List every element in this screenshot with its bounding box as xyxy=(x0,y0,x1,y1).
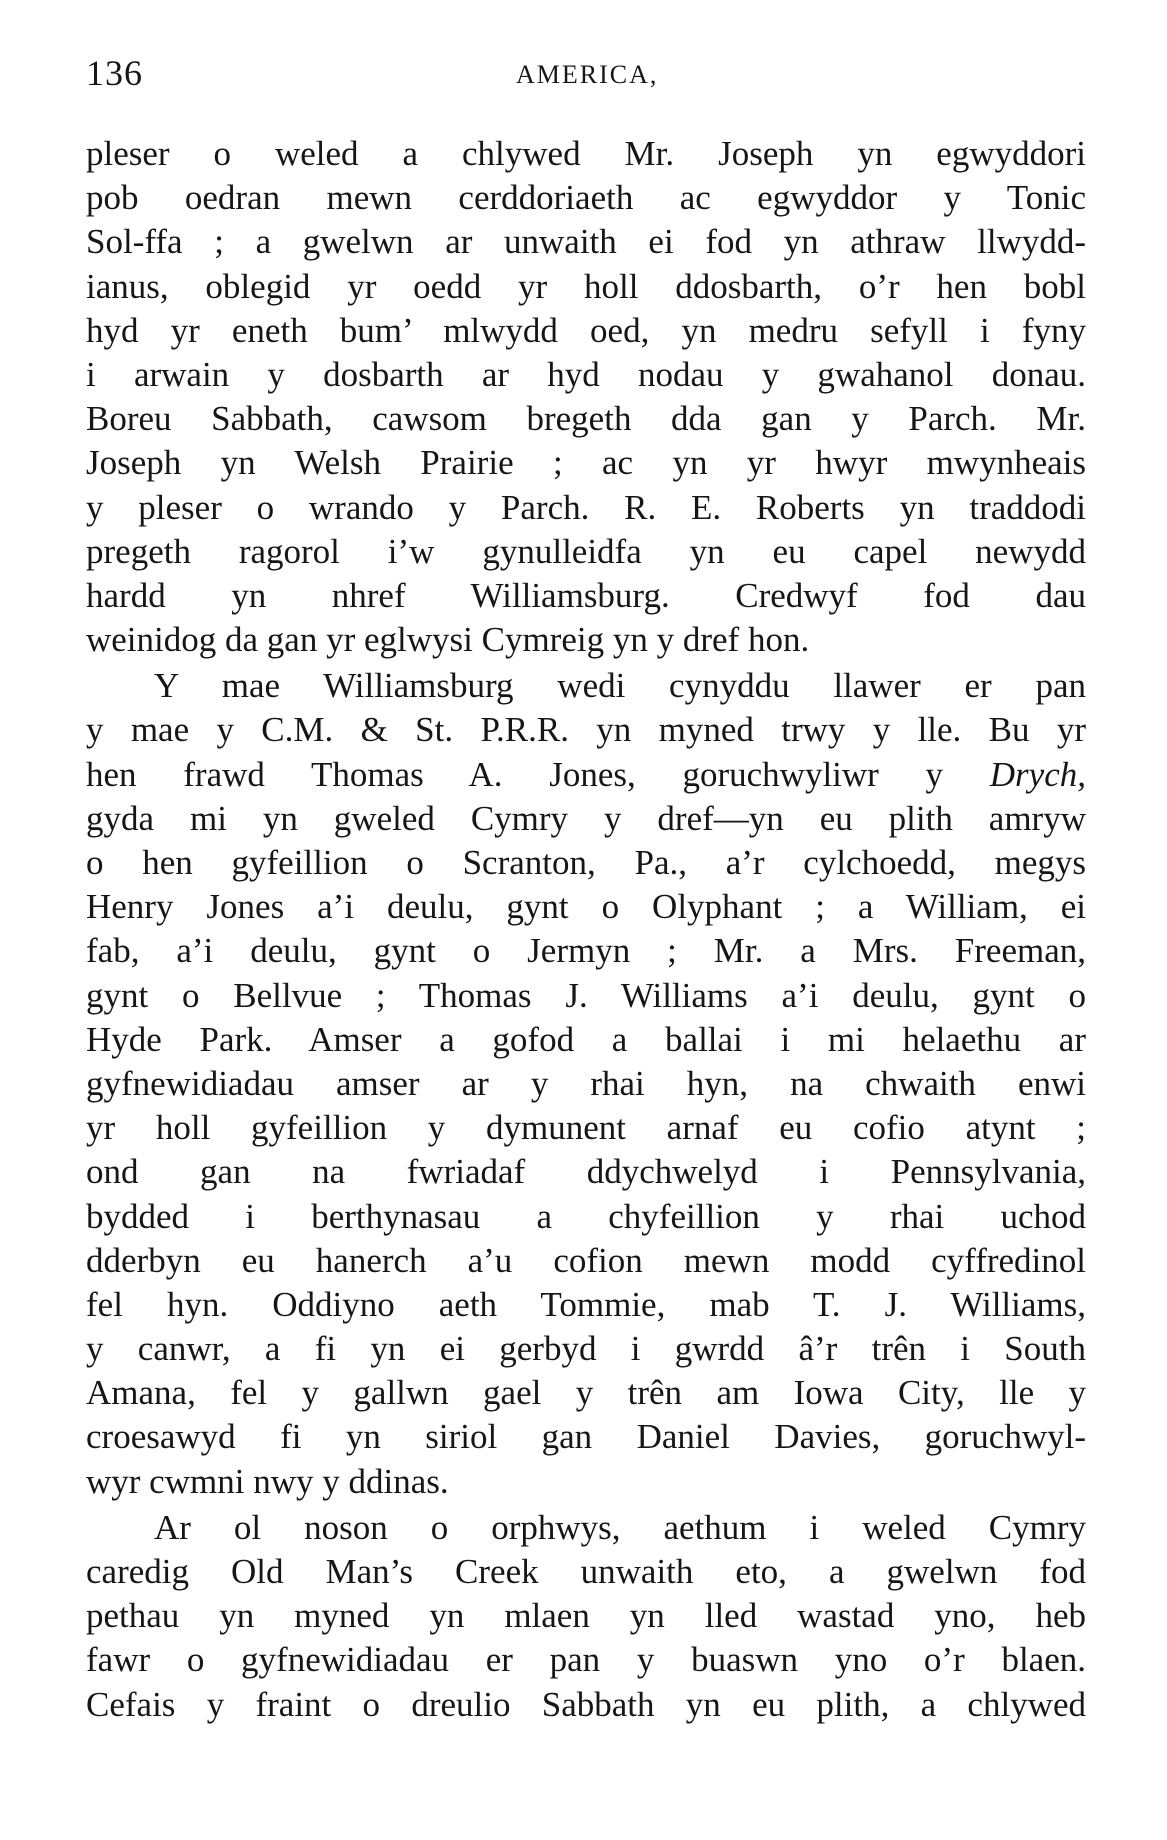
text-line: Y mae Williamsburg wedi cynyddu llawer er pan xyxy=(154,666,1086,706)
text-line: y canwr, a fi yn ei gerbyd i gwrdd â’r trên i South xyxy=(86,1329,1086,1369)
text-line: pethau yn myned yn mlaen yn lled wastad yno, heb xyxy=(86,1596,1086,1636)
text-line: fel hyn. Oddiyno aeth Tommie, mab T. J. Williams, xyxy=(86,1284,1086,1324)
text-line: Henry Jones a’i deulu, gynt o Olyphant ; a William, ei xyxy=(86,887,1086,927)
page-number: 136 xyxy=(86,53,143,93)
text-line: wyr cwmni nwy y ddinas. xyxy=(86,1461,449,1501)
drych-title: Drych, xyxy=(989,754,1086,794)
text-line: yr holl gyfeillion y dymunent arnaf eu cofio atynt ; xyxy=(86,1108,1086,1148)
text-line: pregeth ragorol i’w gynulleidfa yn eu capel newydd xyxy=(86,531,1086,571)
text-line: bydded i berthynasau a chyfeillion y rhai uchod xyxy=(86,1196,1086,1236)
text-line: Boreu Sabbath, cawsom bregeth dda gan y Parch. Mr. xyxy=(86,399,1086,439)
text-line: i arwain y dosbarth ar hyd nodau y gwahanol donau. xyxy=(86,354,1086,394)
page-header xyxy=(86,52,1086,102)
paragraph-1 xyxy=(86,132,1086,662)
text-line-drych xyxy=(86,753,1086,797)
text-line: Joseph yn Welsh Prairie ; ac yn yr hwyr mwynheais xyxy=(86,443,1086,483)
text-line: ianus, oblegid yr oedd yr holl ddosbarth, o’r hen bobl xyxy=(86,266,1086,306)
text-line: y pleser o wrando y Parch. R. E. Roberts yn traddodi xyxy=(86,487,1086,527)
text-line: pob oedran mewn cerddoriaeth ac egwyddor y Tonic xyxy=(86,178,1086,218)
drych-line-text: hen frawd Thomas A. Jones, goruchwyliwr y xyxy=(86,754,990,794)
text-line: Hyde Park. Amser a gofod a ballai i mi helaethu ar xyxy=(86,1019,1086,1059)
text-line: gyfnewidiadau amser ar y rhai hyn, na chwaith enwi xyxy=(86,1063,1086,1103)
body-text xyxy=(86,132,1086,1727)
text-line: y mae y C.M. & St. P.R.R. yn myned trwy y lle. Bu yr xyxy=(86,710,1086,750)
text-line: Ar ol noson o orphwys, aethum i weled Cymry xyxy=(154,1507,1086,1547)
paragraph-2 xyxy=(86,664,1086,1504)
text-line: dderbyn eu hanerch a’u cofion mewn modd cyffredinol xyxy=(86,1240,1086,1280)
text-line: croesawyd fi yn siriol gan Daniel Davies, goruchwyl- xyxy=(86,1417,1086,1457)
paragraph-3 xyxy=(86,1506,1086,1727)
text-line: Amana, fel y gallwn gael y trên am Iowa City, lle y xyxy=(86,1373,1086,1413)
text-line: gyda mi yn gweled Cymry y dref—yn eu plith amryw xyxy=(86,798,1086,838)
text-line: caredig Old Man’s Creek unwaith eto, a gwelwn fod xyxy=(86,1552,1086,1591)
text-line: weinidog da gan yr eglwysi Cymreig yn y dref hon. xyxy=(86,620,810,660)
text-line: hyd yr eneth bum’ mlwydd oed, yn medru sefyll i fyny xyxy=(86,310,1086,350)
text-line: ond gan na fwriadaf ddychwelyd i Pennsylvania, xyxy=(86,1152,1086,1192)
text-line: o hen gyfeillion o Scranton, Pa., a’r cylchoedd, megys xyxy=(86,843,1086,882)
running-head: AMERICA, xyxy=(516,60,659,89)
text-line: Sol-ffa ; a gwelwn ar unwaith ei fod yn athraw llwydd- xyxy=(86,222,1086,262)
text-line: Cefais y fraint o dreulio Sabbath yn eu plith, a chlywed xyxy=(86,1684,1086,1724)
text-line: gynt o Bellvue ; Thomas J. Williams a’i deulu, gynt o xyxy=(86,975,1086,1015)
text-line: pleser o weled a chlywed Mr. Joseph yn egwyddori xyxy=(86,134,1086,173)
text-line: fab, a’i deulu, gynt o Jermyn ; Mr. a Mrs. Freeman, xyxy=(86,931,1086,971)
text-line: hardd yn nhref Williamsburg. Credwyf fod dau xyxy=(86,575,1086,615)
text-line: fawr o gyfnewidiadau er pan y buaswn yno o’r blaen. xyxy=(86,1640,1086,1680)
